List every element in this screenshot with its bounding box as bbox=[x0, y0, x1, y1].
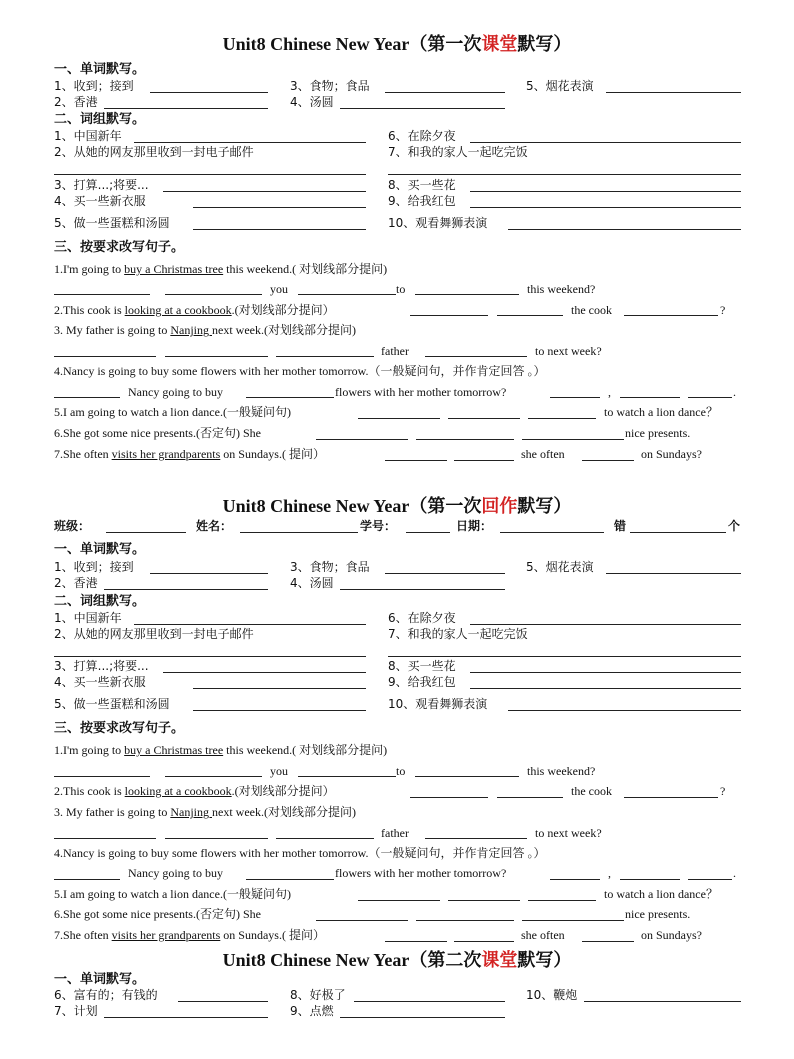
s1-phrase-9-blank[interactable] bbox=[470, 207, 741, 208]
s2-phrase-7: 7、和我的家人一起吃完饭 bbox=[388, 627, 528, 641]
s2-phrase-7-blank[interactable] bbox=[388, 656, 741, 657]
s2-sentence-4: 4.Nancy is going to buy some flowers with her mother tomorrow.（一般疑问句，并作肯定回答 。） bbox=[54, 846, 546, 860]
s1-phrase-10-blank[interactable] bbox=[508, 229, 741, 230]
s1-s3-end: to next week? bbox=[535, 344, 602, 358]
s1-word-5-blank[interactable] bbox=[606, 92, 741, 93]
s2-s7-she: she often bbox=[521, 928, 565, 942]
s2-s4-nancy: Nancy going to buy bbox=[128, 866, 223, 880]
s2-phrase-1-blank[interactable] bbox=[134, 624, 366, 625]
s1-sentence-6: 6.She got some nice presents.(否定句) She bbox=[54, 426, 261, 440]
s2-s3-blank-2[interactable] bbox=[165, 838, 268, 839]
s2-word-1: 1、收到；接到 bbox=[54, 560, 134, 574]
s2-phrase-5-blank[interactable] bbox=[193, 710, 366, 711]
s2-s5-end: to watch a lion dance？ bbox=[604, 887, 718, 901]
s1-sentence-1: 1.I'm going to buy a Christmas tree this weekend.( 对划线部分提问) bbox=[54, 262, 388, 276]
s2-phrase-9: 9、给我红包 bbox=[388, 675, 456, 689]
s2-id-label: 学号： bbox=[360, 519, 397, 533]
s1-s4-dot: . bbox=[733, 385, 736, 399]
s2-section-phrases: 二、词组默写。 bbox=[54, 594, 146, 609]
s1-sentence-2: 2.This cook is looking at a cookbook.(对划线部分提问） bbox=[54, 303, 335, 317]
s1-s1-blank-3[interactable] bbox=[298, 294, 396, 295]
s1-s4-blank-2[interactable] bbox=[246, 397, 334, 398]
s1-s7-end: on Sundays? bbox=[641, 447, 702, 461]
s2-s3-blank-1[interactable] bbox=[54, 838, 156, 839]
s2-phrase-10-blank[interactable] bbox=[508, 710, 741, 711]
s1-phrase-2-blank[interactable] bbox=[54, 174, 366, 175]
s1-s6-end: nice presents. bbox=[625, 426, 691, 440]
s1-s1-blank-1[interactable] bbox=[54, 294, 150, 295]
s1-s4-blank-1[interactable] bbox=[54, 397, 120, 398]
s3-word-10-blank[interactable] bbox=[584, 1001, 741, 1002]
s2-sentence-7: 7.She often visits her grandparents on Sundays.( 提问） bbox=[54, 928, 325, 942]
s2-s3-end: to next week? bbox=[535, 826, 602, 840]
s2-s4-blank-2[interactable] bbox=[246, 879, 334, 880]
s2-sentence-3: 3. My father is going to Nanjing next week.(对划线部分提问) bbox=[54, 805, 356, 819]
s2-unit-label: 个 bbox=[728, 519, 741, 533]
s1-s4-comma: , bbox=[608, 385, 611, 399]
s1-phrase-3-blank[interactable] bbox=[163, 191, 366, 192]
s2-s6-end: nice presents. bbox=[625, 907, 691, 921]
s1-s2-blank-1[interactable] bbox=[410, 315, 488, 316]
s1-phrase-6: 6、在除夕夜 bbox=[388, 129, 456, 143]
s2-s4-dot: . bbox=[733, 866, 736, 880]
s2-s3-father: father bbox=[381, 826, 409, 840]
s2-phrase-2: 2、从她的网友那里收到一封电子邮件 bbox=[54, 627, 254, 641]
s2-s1-end: this weekend? bbox=[527, 764, 596, 778]
s1-s3-blank-4[interactable] bbox=[425, 356, 527, 357]
s2-word-5: 5、烟花表演 bbox=[526, 560, 594, 574]
s2-s1-blank-1[interactable] bbox=[54, 776, 150, 777]
s2-phrase-2-blank[interactable] bbox=[54, 656, 366, 657]
s2-phrase-3-blank[interactable] bbox=[163, 672, 366, 673]
s3-section-words: 一、单词默写。 bbox=[54, 972, 146, 987]
s1-s7-blank-2[interactable] bbox=[454, 460, 514, 461]
s1-phrase-7: 7、和我的家人一起吃完饭 bbox=[388, 145, 528, 159]
sheet1-title: Unit8 Chinese New Year（第一次课堂默写） bbox=[222, 34, 572, 54]
s2-phrase-1: 1、中国新年 bbox=[54, 611, 122, 625]
s2-section-words: 一、单词默写。 bbox=[54, 542, 146, 557]
s2-s2-blank-3[interactable] bbox=[624, 797, 718, 798]
s2-phrase-10: 10、观看舞狮表演 bbox=[388, 697, 488, 711]
s2-s7-blank-3[interactable] bbox=[582, 941, 634, 942]
s2-word-5-blank[interactable] bbox=[606, 573, 741, 574]
s1-s2-q: ? bbox=[720, 303, 726, 317]
s1-phrase-2: 2、从她的网友那里收到一封电子邮件 bbox=[54, 145, 254, 159]
s2-sentence-5: 5.I am going to watch a lion dance.(一般疑问句) bbox=[54, 887, 291, 901]
s1-phrase-7-blank[interactable] bbox=[388, 174, 741, 175]
s2-s3-blank-4[interactable] bbox=[425, 838, 527, 839]
s2-s4-blank-5[interactable] bbox=[688, 879, 732, 880]
s2-s4-comma: , bbox=[608, 866, 611, 880]
s1-word-1-blank[interactable] bbox=[150, 92, 268, 93]
s2-s5-blank-3[interactable] bbox=[528, 900, 596, 901]
s2-s2-cook: the cook bbox=[571, 784, 612, 798]
s2-word-1-blank[interactable] bbox=[150, 573, 268, 574]
s1-sentence-3: 3. My father is going to Nanjing next week.(对划线部分提问) bbox=[54, 323, 356, 337]
s3-word-7-blank[interactable] bbox=[104, 1017, 268, 1018]
s3-word-8: 8、好极了 bbox=[290, 988, 346, 1002]
s2-phrase-5: 5、做一些蛋糕和汤圆 bbox=[54, 697, 170, 711]
s2-s4-blank-3[interactable] bbox=[550, 879, 600, 880]
s2-s7-blank-2[interactable] bbox=[454, 941, 514, 942]
s1-word-2-blank[interactable] bbox=[104, 108, 268, 109]
s2-class-label: 班级： bbox=[54, 519, 91, 533]
s1-s6-blank-2[interactable] bbox=[416, 439, 514, 440]
s2-s6-blank-1[interactable] bbox=[316, 920, 408, 921]
s2-date-blank[interactable] bbox=[500, 532, 604, 533]
s1-word-3-blank[interactable] bbox=[385, 92, 505, 93]
s3-word-6: 6、富有的；有钱的 bbox=[54, 988, 158, 1002]
s2-s2-blank-1[interactable] bbox=[410, 797, 488, 798]
s1-word-5: 5、烟花表演 bbox=[526, 79, 594, 93]
sheet3-title: Unit8 Chinese New Year（第二次课堂默写） bbox=[222, 950, 572, 970]
s2-name-blank[interactable] bbox=[240, 532, 358, 533]
s2-s4-flowers: flowers with her mother tomorrow? bbox=[335, 866, 507, 880]
s1-s1-blank-4[interactable] bbox=[415, 294, 519, 295]
s2-s1-you: you bbox=[270, 764, 288, 778]
s1-phrase-4: 4、买一些新衣服 bbox=[54, 194, 146, 208]
s1-s4-blank-5[interactable] bbox=[688, 397, 732, 398]
s2-s5-blank-1[interactable] bbox=[358, 900, 440, 901]
s1-phrase-1-blank[interactable] bbox=[134, 142, 366, 143]
sheet2-title: Unit8 Chinese New Year（第一次回作默写） bbox=[222, 496, 572, 516]
s2-s6-blank-3[interactable] bbox=[522, 920, 624, 921]
s2-s3-blank-3[interactable] bbox=[276, 838, 374, 839]
s1-s3-blank-3[interactable] bbox=[276, 356, 374, 357]
s3-word-10: 10、鞭炮 bbox=[526, 988, 578, 1002]
s3-word-8-blank[interactable] bbox=[354, 1001, 505, 1002]
s1-phrase-5: 5、做一些蛋糕和汤圆 bbox=[54, 216, 170, 230]
s2-phrase-6-blank[interactable] bbox=[470, 624, 741, 625]
s1-s5-end: to watch a lion dance？ bbox=[604, 405, 718, 419]
s1-word-4: 4、汤圆 bbox=[290, 95, 334, 109]
s2-section-sentences: 三、按要求改写句子。 bbox=[54, 721, 185, 736]
s2-s2-q: ? bbox=[720, 784, 726, 798]
s2-s1-blank-3[interactable] bbox=[298, 776, 396, 777]
s1-s2-cook: the cook bbox=[571, 303, 612, 317]
s1-s3-blank-1[interactable] bbox=[54, 356, 156, 357]
s1-s7-blank-3[interactable] bbox=[582, 460, 634, 461]
s2-s2-blank-2[interactable] bbox=[497, 797, 563, 798]
s2-s1-to: to bbox=[396, 764, 406, 778]
s2-id-blank[interactable] bbox=[406, 532, 450, 533]
s2-word-3-blank[interactable] bbox=[385, 573, 505, 574]
s1-sentence-4: 4.Nancy is going to buy some flowers with her mother tomorrow.（一般疑问句，并作肯定回答 。） bbox=[54, 364, 546, 378]
s1-phrase-8-blank[interactable] bbox=[470, 191, 741, 192]
s3-word-9-blank[interactable] bbox=[340, 1017, 505, 1018]
s2-phrase-4-blank[interactable] bbox=[193, 688, 366, 689]
s1-s4-nancy: Nancy going to buy bbox=[128, 385, 223, 399]
s2-s1-blank-4[interactable] bbox=[415, 776, 519, 777]
s2-class-blank[interactable] bbox=[106, 532, 186, 533]
s1-phrase-9: 9、给我红包 bbox=[388, 194, 456, 208]
s1-s7-blank-1[interactable] bbox=[385, 460, 447, 461]
s2-word-4-blank[interactable] bbox=[340, 589, 505, 590]
s1-s4-blank-4[interactable] bbox=[620, 397, 680, 398]
s1-s5-blank-2[interactable] bbox=[448, 418, 520, 419]
s2-name-label: 姓名： bbox=[196, 519, 233, 533]
s1-section-sentences: 三、按要求改写句子。 bbox=[54, 240, 185, 255]
s1-s2-blank-2[interactable] bbox=[497, 315, 563, 316]
s1-sentence-5: 5.I am going to watch a lion dance.(一般疑问句) bbox=[54, 405, 291, 419]
s2-s1-blank-2[interactable] bbox=[165, 776, 262, 777]
s1-phrase-6-blank[interactable] bbox=[470, 142, 741, 143]
s2-sentence-1: 1.I'm going to buy a Christmas tree this weekend.( 对划线部分提问) bbox=[54, 743, 388, 757]
s3-word-6-blank[interactable] bbox=[178, 1001, 268, 1002]
s2-word-3: 3、食物；食品 bbox=[290, 560, 370, 574]
s3-word-7: 7、计划 bbox=[54, 1004, 98, 1018]
s1-s4-flowers: flowers with her mother tomorrow? bbox=[335, 385, 507, 399]
s1-phrase-8: 8、买一些花 bbox=[388, 178, 456, 192]
s2-sentence-6: 6.She got some nice presents.(否定句) She bbox=[54, 907, 261, 921]
s2-s4-blank-4[interactable] bbox=[620, 879, 680, 880]
s2-sentence-2: 2.This cook is looking at a cookbook.(对划线部分提问） bbox=[54, 784, 335, 798]
s1-word-4-blank[interactable] bbox=[340, 108, 505, 109]
s2-phrase-4: 4、买一些新衣服 bbox=[54, 675, 146, 689]
s1-s4-blank-3[interactable] bbox=[550, 397, 600, 398]
s1-sentence-7: 7.She often visits her grandparents on Sundays.( 提问） bbox=[54, 447, 325, 461]
s1-s6-blank-3[interactable] bbox=[522, 439, 624, 440]
s1-phrase-3: 3、打算...;将要... bbox=[54, 178, 149, 192]
s1-word-2: 2、香港 bbox=[54, 95, 98, 109]
s2-wrong-label: 错 bbox=[614, 519, 627, 533]
s1-s6-blank-1[interactable] bbox=[316, 439, 408, 440]
s1-section-words: 一、单词默写。 bbox=[54, 62, 146, 77]
s2-phrase-3: 3、打算...;将要... bbox=[54, 659, 149, 673]
s2-word-2-blank[interactable] bbox=[104, 589, 268, 590]
s1-s5-blank-1[interactable] bbox=[358, 418, 440, 419]
s1-s1-end: this weekend? bbox=[527, 282, 596, 296]
s1-s5-blank-3[interactable] bbox=[528, 418, 596, 419]
s2-date-label: 日期： bbox=[456, 519, 493, 533]
s1-s2-blank-3[interactable] bbox=[624, 315, 718, 316]
s1-word-3: 3、食物；食品 bbox=[290, 79, 370, 93]
s1-phrase-1: 1、中国新年 bbox=[54, 129, 122, 143]
s2-word-2: 2、香港 bbox=[54, 576, 98, 590]
s1-s1-blank-2[interactable] bbox=[165, 294, 262, 295]
s1-section-phrases: 二、词组默写。 bbox=[54, 112, 146, 127]
s1-s3-blank-2[interactable] bbox=[165, 356, 268, 357]
s1-phrase-4-blank[interactable] bbox=[193, 207, 366, 208]
s2-phrase-8-blank[interactable] bbox=[470, 672, 741, 673]
s2-wrong-blank[interactable] bbox=[630, 532, 726, 533]
s2-s7-end: on Sundays? bbox=[641, 928, 702, 942]
s2-s5-blank-2[interactable] bbox=[448, 900, 520, 901]
s2-word-4: 4、汤圆 bbox=[290, 576, 334, 590]
s2-phrase-9-blank[interactable] bbox=[470, 688, 741, 689]
s1-s1-you: you bbox=[270, 282, 288, 296]
s3-word-9: 9、点燃 bbox=[290, 1004, 334, 1018]
s2-phrase-6: 6、在除夕夜 bbox=[388, 611, 456, 625]
s1-phrase-5-blank[interactable] bbox=[193, 229, 366, 230]
s1-s1-to: to bbox=[396, 282, 406, 296]
s2-phrase-8: 8、买一些花 bbox=[388, 659, 456, 673]
s2-s4-blank-1[interactable] bbox=[54, 879, 120, 880]
s2-s7-blank-1[interactable] bbox=[385, 941, 447, 942]
s1-word-1: 1、收到；接到 bbox=[54, 79, 134, 93]
s1-s3-father: father bbox=[381, 344, 409, 358]
s1-s7-she: she often bbox=[521, 447, 565, 461]
s2-s6-blank-2[interactable] bbox=[416, 920, 514, 921]
s1-phrase-10: 10、观看舞狮表演 bbox=[388, 216, 488, 230]
